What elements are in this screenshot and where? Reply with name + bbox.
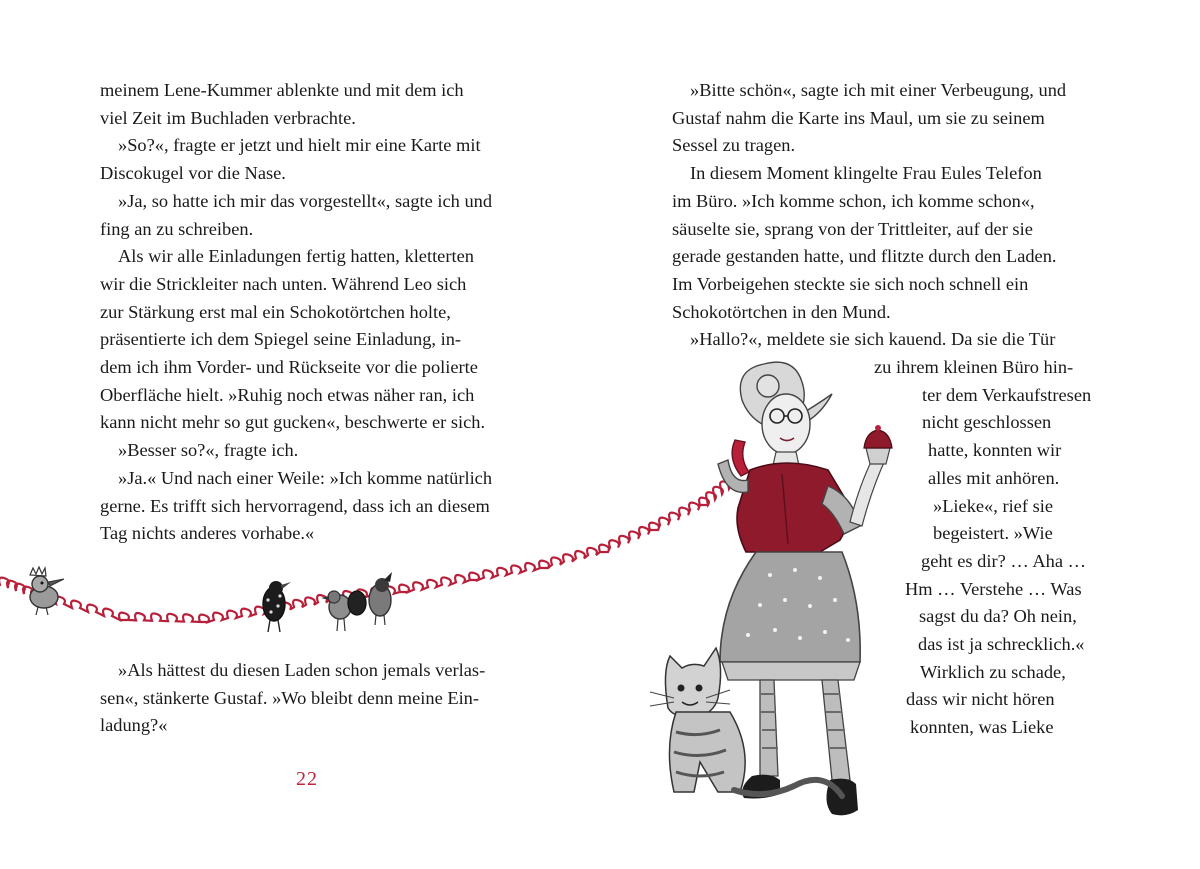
text-line: gerade gestanden hatte, und flitzte durch den Laden. (672, 246, 1057, 267)
text-line: begeistert. »Wie (933, 523, 1053, 544)
text-line: nicht geschlossen (922, 412, 1052, 433)
text-line: »Als hättest du diesen Laden schon jemals verlas- (118, 660, 486, 680)
text-line: im Büro. »Ich komme schon, ich komme schon«, (672, 190, 1035, 211)
text-line: dem ich ihm Vorder- und Rückseite vor die polierte (100, 357, 478, 377)
bird-icon (321, 572, 392, 631)
text-line: »So?«, fragte er jetzt und hielt mir eine Karte mit (118, 135, 481, 156)
text-line: hatte, konnten wir (928, 440, 1062, 461)
text-line: Wirklich zu schade, (920, 661, 1066, 682)
text-line: Tag nichts anderes vorhabe.« (100, 523, 315, 544)
text-line: Im Vorbeigehen steckte sie sich noch schnell ein (672, 273, 1029, 294)
text-line: »Ja, so hatte ich mir das vorgestellt«, sagte ich und (118, 190, 493, 211)
crowned-bird-icon (30, 567, 64, 615)
text-line: gerne. Es trifft sich hervorragend, dass ich an diesem (100, 495, 490, 516)
text-line: zu ihrem kleinen Büro hin- (874, 357, 1074, 377)
text-line: fing an zu schreiben. (100, 218, 254, 239)
cupcake-icon (864, 425, 892, 464)
text-line: »Besser so?«, fragte ich. (118, 440, 299, 461)
text-line: das ist ja schrecklich.« (918, 634, 1085, 654)
text-line: Als wir alle Einladungen fertig hatten, kletterten (118, 246, 474, 267)
text-line: sagst du da? Oh nein, (919, 606, 1077, 627)
text-line: Hm … Verstehe … Was (905, 578, 1082, 599)
text-line: wir die Strickleiter nach unten. Während Leo sich (100, 273, 467, 294)
text-line: Schokotörtchen in den Mund. (672, 301, 891, 322)
black-bird-icon (263, 581, 291, 632)
text-line: In diesem Moment klingelte Frau Eules Telefon (690, 163, 1042, 184)
text-line: präsentierte ich dem Spiegel seine Einladung, in- (100, 329, 462, 350)
text-line: kann nicht mehr so gut gucken«, beschwerte er sich. (100, 412, 486, 433)
text-line: »Ja.« Und nach einer Weile: »Ich komme natürlich (118, 467, 493, 488)
text-line: ladung?« (100, 715, 168, 736)
text-line: meinem Lene-Kummer ablenkte und mit dem ich (100, 80, 464, 100)
text-line: viel Zeit im Buchladen verbrachte. (100, 107, 356, 128)
text-line: dass wir nicht hören (906, 689, 1055, 710)
text-line: ter dem Verkaufstresen (922, 384, 1092, 405)
text-line: alles mit anhören. (928, 467, 1060, 488)
text-line: Discokugel vor die Nase. (100, 163, 286, 184)
text-line: »Hallo?«, meldete sie sich kauend. Da sie die Tür (690, 329, 1056, 350)
text-line: säuselte sie, sprang von der Trittleiter, auf der sie (672, 218, 1033, 239)
text-line: sen«, stänkerte Gustaf. »Wo bleibt denn meine Ein- (100, 687, 480, 708)
page-number: 22 (296, 768, 318, 790)
text-line: geht es dir? … Aha … (921, 550, 1086, 571)
text-line: Sessel zu tragen. (672, 135, 796, 156)
text-line: Oberfläche hielt. »Ruhig noch etwas näher ran, ich (100, 384, 475, 405)
text-line: zur Stärkung erst mal ein Schokotörtchen holte, (100, 301, 451, 322)
text-line: »Bitte schön«, sagte ich mit einer Verbeugung, und (690, 80, 1067, 100)
text-line: konnten, was Lieke (910, 717, 1054, 738)
text-line: »Lieke«, rief sie (933, 495, 1053, 516)
text-line: Gustaf nahm die Karte ins Maul, um sie zu seinem (672, 107, 1045, 128)
